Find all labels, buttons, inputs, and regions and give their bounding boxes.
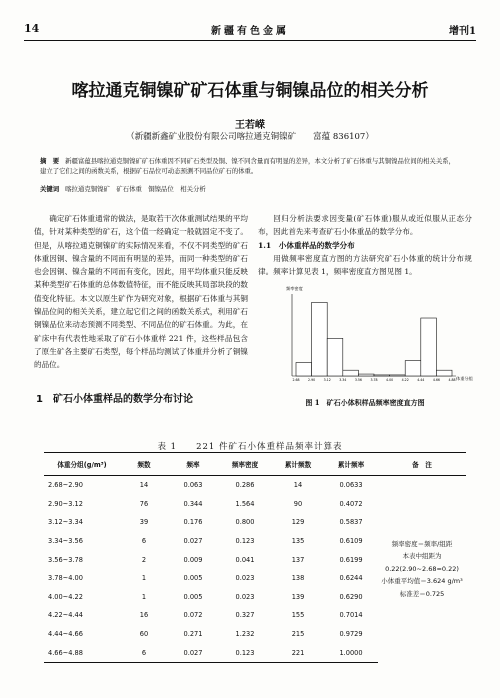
x-tick-label: 4.66 <box>432 378 440 382</box>
table-header-row <box>44 453 466 476</box>
table-row <box>44 476 466 495</box>
table-cell: 4.00~4.22 <box>48 592 83 601</box>
th-group: 体重分组(g/m³) <box>44 453 120 476</box>
th-cum-freq: 累计频率 <box>324 453 378 476</box>
table-cell: 6 <box>120 643 168 662</box>
table-note-line: 0.22(2.90~2.68=0.22) <box>385 564 459 573</box>
table-cell: 16 <box>139 611 149 620</box>
table-cell: 0.327 <box>235 611 255 620</box>
table-cell: 0.0633 <box>339 481 363 490</box>
table-cell: 0.027 <box>168 643 218 662</box>
figure-caption: 图 1 矿石小体积样品频率密度直方图 <box>305 398 425 407</box>
table-cell: 221 <box>272 643 324 662</box>
x-tick-label: 3.34 <box>339 378 347 382</box>
table-cell: 0.4072 <box>339 499 363 508</box>
table-cell: 0.005 <box>183 574 203 583</box>
th-freq: 频率 <box>168 453 218 476</box>
table-cell: 0.7014 <box>339 611 363 620</box>
table-cell: 3.12~3.34 <box>48 518 83 527</box>
histogram-bar <box>374 375 390 376</box>
x-tick-label: 3.56 <box>354 378 362 382</box>
table-cell: 1.564 <box>235 499 255 508</box>
table-cell: 215 <box>291 630 305 639</box>
table-cell: 0.286 <box>235 481 255 490</box>
table-cell: 139 <box>291 592 305 601</box>
histogram-bar <box>296 363 312 376</box>
table-cell: 137 <box>291 555 305 564</box>
author-affiliation: （新疆新鑫矿业股份有限公司喀拉通克铜镍矿 富蕴 836107） <box>126 132 374 142</box>
intro-paragraph: 确定矿石体重通常的做法，是取若干次体重测试结果的平均值，针对某种类型的矿石，这个值一经确定一般就固定不变了。但是，从喀拉通克铜镍矿的实际情况来看，不仅不同类型的矿石体重因铜、镍含量的不同而有明显的差异，而同一种类型的矿石也会因铜、镍含量的不同而有变化，因此，用平均体重只能反映某种类型矿石体重的总体数值特征，而不能反映其局部块段的数值变化特征。本文以原生矿作为研究对象，根据矿石体重与其铜镍品位间的相关关系，建立起它们之间的函数关系式，利用矿石铜镍品位来动态预测不同类型、不同品位的矿石体重。为此，在矿床中有代表性地采取了矿石小体重样 221 件，这些样品包含了原生矿各主要矿石类型，每个样品均测试了体重并分析了铜镍的品位。 <box>34 214 248 370</box>
histogram-bar <box>405 361 421 376</box>
table-cell: 4.22~4.44 <box>48 611 83 620</box>
histogram-bar <box>390 375 406 376</box>
x-axis-label: 体重分组 <box>456 376 473 381</box>
x-tick-label: 2.90 <box>308 378 316 382</box>
table-cell: 0.6244 <box>339 574 363 583</box>
y-axis-label: 频率密度 <box>286 286 303 291</box>
table-cell: 76 <box>139 499 149 508</box>
table-cell: 155 <box>291 611 305 620</box>
table-cell: 138 <box>291 574 305 583</box>
x-tick-label: 2.68 <box>292 378 300 382</box>
table-cell: 6 <box>141 537 147 546</box>
th-count: 频数 <box>120 453 168 476</box>
histogram-bar <box>327 338 343 376</box>
table-cell: 0.176 <box>183 518 203 527</box>
table-cell: 60 <box>139 630 149 639</box>
th-note: 备 注 <box>378 453 466 476</box>
table-cell: 0.9729 <box>339 630 363 639</box>
table-cell: 4.44~4.66 <box>48 630 83 639</box>
right-paragraph-2: 用做频率密度直方图的方法研究矿石小体重的统计分布规律。频率计算见表 1，频率密度直方图见图 1。 <box>258 253 472 277</box>
x-tick-label: 4.00 <box>386 378 394 382</box>
table-cell: 129 <box>291 518 305 527</box>
subsection-1-1-heading: 1.1 小体重样品的数学分布 <box>258 240 355 250</box>
header-rule <box>24 40 476 41</box>
keywords-label: 关键词 <box>40 185 60 193</box>
table-cell: 90 <box>293 499 303 508</box>
table-cell: 14 <box>293 481 303 490</box>
frequency-table <box>44 452 466 663</box>
table-note-line: 本表中组距为 <box>402 552 442 561</box>
table-cell: 0.023 <box>235 574 255 583</box>
table-cell: 3.56~3.78 <box>48 555 83 564</box>
table-cell: 0.6109 <box>339 537 363 546</box>
x-tick-label: 3.12 <box>323 378 331 382</box>
left-column <box>34 212 248 372</box>
author-name: 王若嵘 <box>235 120 265 131</box>
section-1-heading: 1 矿石小体重样品的数学分布讨论 <box>36 394 193 405</box>
table-cell: 0.072 <box>183 611 203 620</box>
table-note <box>378 476 466 663</box>
table-cell: 0.063 <box>183 481 203 490</box>
journal-name: 新疆有色金属 <box>211 26 289 37</box>
table-cell: 3.34~3.56 <box>48 537 83 546</box>
table-cell: 1.232 <box>235 630 255 639</box>
abstract <box>40 156 460 176</box>
table-cell: 3.78~4.00 <box>48 574 83 583</box>
running-header <box>24 22 476 38</box>
table-cell: 2 <box>141 555 147 564</box>
right-paragraph-1: 回归分析法要求因变量(矿石体重)服从或近似服从正态分布，因此首先来考查矿石小体重品的数学分布。 <box>258 214 472 237</box>
x-tick-label: 4.88 <box>448 378 456 382</box>
table-cell: 0.800 <box>235 518 255 527</box>
table-cell: 0.6290 <box>339 592 363 601</box>
abstract-text: 新疆富蕴县喀拉通克铜镍矿矿石体重因不同矿石类型及铜、镍不同含量而有明显的差异，本文分析了矿石体重与其铜镍品位间的相关关系，建立了它们之间的函数关系，根据矿石品位可动态预测不同品位矿石的体重。 <box>40 157 455 175</box>
table-cell: 0.123 <box>235 537 255 546</box>
table-cell: 1.0000 <box>324 643 378 662</box>
table-cell: 0.041 <box>235 555 255 564</box>
histogram-bar <box>436 370 452 376</box>
histogram-bar <box>421 318 437 376</box>
paper-title: 喀拉通克铜镍矿矿石体重与铜镍品位的相关分析 <box>71 81 429 101</box>
abstract-label: 摘 要 <box>40 157 60 165</box>
x-tick-label: 3.78 <box>370 378 378 382</box>
table-cell: 39 <box>139 518 149 527</box>
table-cell: 0.271 <box>183 630 203 639</box>
table-cell: 1 <box>141 592 147 601</box>
right-column <box>258 212 472 278</box>
x-tick-label: 4.22 <box>401 378 409 382</box>
table-cell: 2.90~3.12 <box>48 499 83 508</box>
table-cell: 0.6199 <box>339 555 363 564</box>
keywords-text: 喀拉通克铜镍矿 矿石体重 铜镍品位 相关分析 <box>65 185 206 193</box>
issue-label: 增刊1 <box>449 26 476 37</box>
table-cell: 0.344 <box>183 499 203 508</box>
histogram-figure <box>284 284 476 394</box>
table-cell: 0.027 <box>183 537 203 546</box>
table-cell: 2.68~2.90 <box>48 481 83 490</box>
histogram-bar <box>312 302 328 376</box>
keywords <box>40 184 460 193</box>
table-cell: 0.123 <box>218 643 272 662</box>
table-cell: 14 <box>139 481 149 490</box>
table-note-line: 小体重平均值＝3.624 g/m³ <box>381 577 463 586</box>
x-tick-label: 4.44 <box>417 378 425 382</box>
table-note-line: 频率密度＝频率/组距 <box>391 539 453 548</box>
table-cell: 4.66~4.88 <box>44 643 120 662</box>
table-cell: 135 <box>291 537 305 546</box>
table-cell: 0.005 <box>183 592 203 601</box>
table-caption: 表 1 221 件矿石小体重样品频率计算表 <box>157 442 343 452</box>
table-cell: 1 <box>141 574 147 583</box>
table-cell: 0.5837 <box>339 518 363 527</box>
th-density: 频率密度 <box>218 453 272 476</box>
table-cell: 0.023 <box>235 592 255 601</box>
table-note-line: 标准差＝0.725 <box>399 589 445 598</box>
th-cum-count: 累计频数 <box>272 453 324 476</box>
table-cell: 0.009 <box>183 555 203 564</box>
histogram-bar <box>343 370 359 376</box>
histogram-bar <box>358 374 374 376</box>
page-number: 14 <box>24 22 40 35</box>
